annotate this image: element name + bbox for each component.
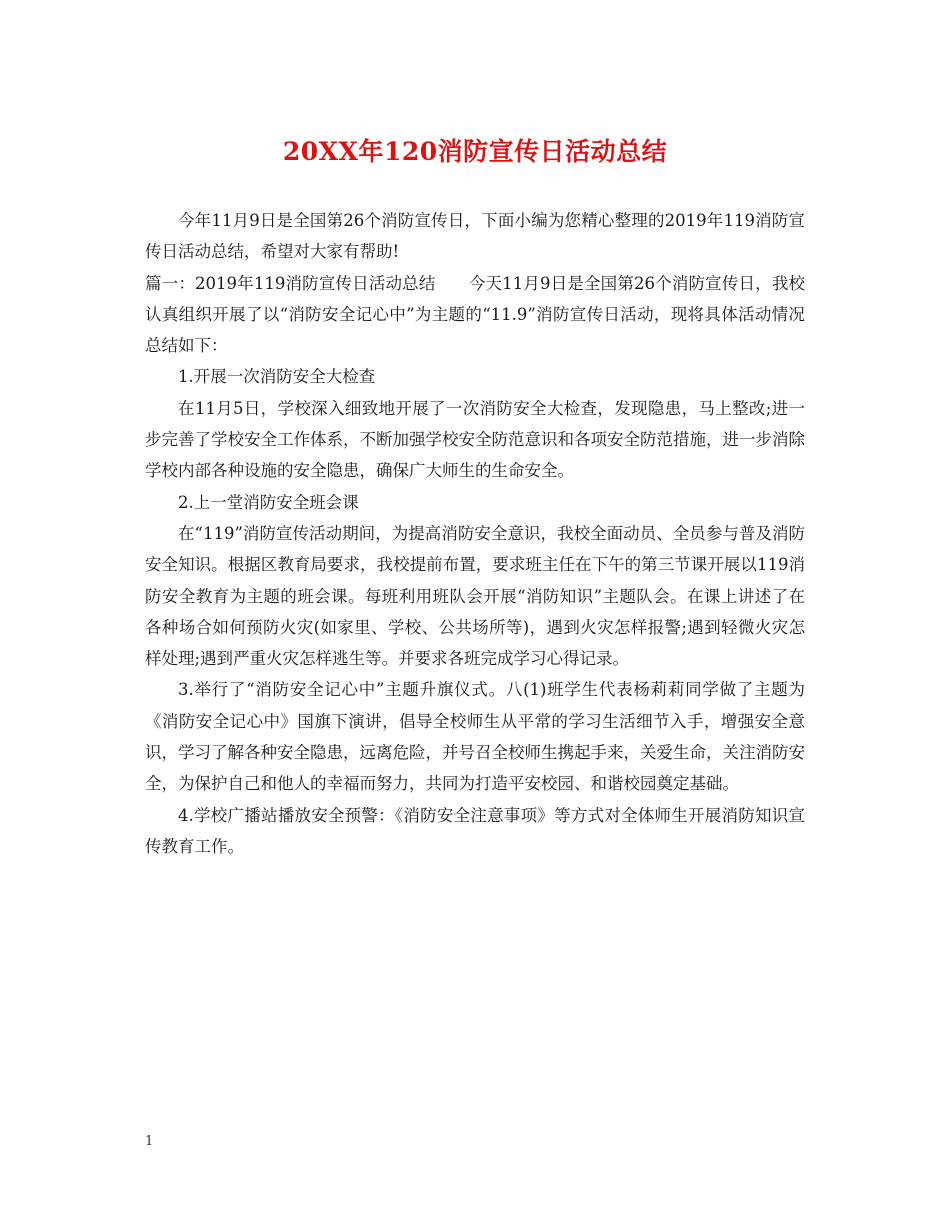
document-title: 20XX年120消防宣传日活动总结 (282, 137, 668, 166)
paragraph-intro: 今年11月9日是全国第26个消防宣传日，下面小编为您精心整理的2019年119消防宣传日活动总结，希望对大家有帮助! (145, 211, 805, 262)
paragraph-item-1-body: 在11月5日，学校深入细致地开展了一次消防安全大检查，发现隐患，马上整改;进一步完善了学校安全工作体系，不断加强学校安全防范意识和各项安全防范措施，进一步消除学校内部各种设施的安全隐患，确保广大师生的生命安全。 (145, 398, 805, 481)
paragraph-item-1-heading: 1.开展一次消防安全大检查 (178, 367, 376, 387)
paragraph-part-one-heading: 篇一：2019年119消防宣传日活动总结 今天11月9日是全国第26个消防宣传日，我校认真组织开展了以“消防安全记心中”为主题的“11.9”消防宣传日活动，现将具体活动情况总结如下： (145, 273, 805, 356)
paragraph-item-4: 4.学校广播站播放安全预警：《消防安全注意事项》等方式对全体师生开展消防知识宣传教育工作。 (145, 805, 805, 856)
paragraph-item-3: 3.举行了“消防安全记心中”主题升旗仪式。八(1)班学生代表杨莉莉同学做了主题为《消防安全记心中》国旗下演讲，倡导全校师生从平常的学习生活细节入手，增强安全意识，学习了解各种安全隐患，远离危险，并号召全校师生携起手来，关爱生命，关注消防安全，为保护自己和他人的幸福而努力，共同为打造平安校园、和谐校园奠定基础。 (145, 680, 805, 794)
document-body (145, 205, 805, 862)
paragraph-item-2-body: 在“119”消防宣传活动期间，为提高消防安全意识，我校全面动员、全员参与普及消防安全知识。根据区教育局要求，我校提前布置，要求班主任在下午的第三节课开展以119消防安全教育为主题的班会课。每班利用班队会开展“消防知识”主题队会。在课上讲述了在各种场合如何预防火灾(如家里、学校、公共场所等)，遇到火灾怎样报警;遇到轻微火灾怎样处理;遇到严重火灾怎样逃生等。并要求各班完成学习心得记录。 (145, 523, 805, 669)
page-number: 1 (145, 1134, 154, 1149)
paragraph-item-2-heading: 2.上一堂消防安全班会课 (178, 492, 359, 512)
